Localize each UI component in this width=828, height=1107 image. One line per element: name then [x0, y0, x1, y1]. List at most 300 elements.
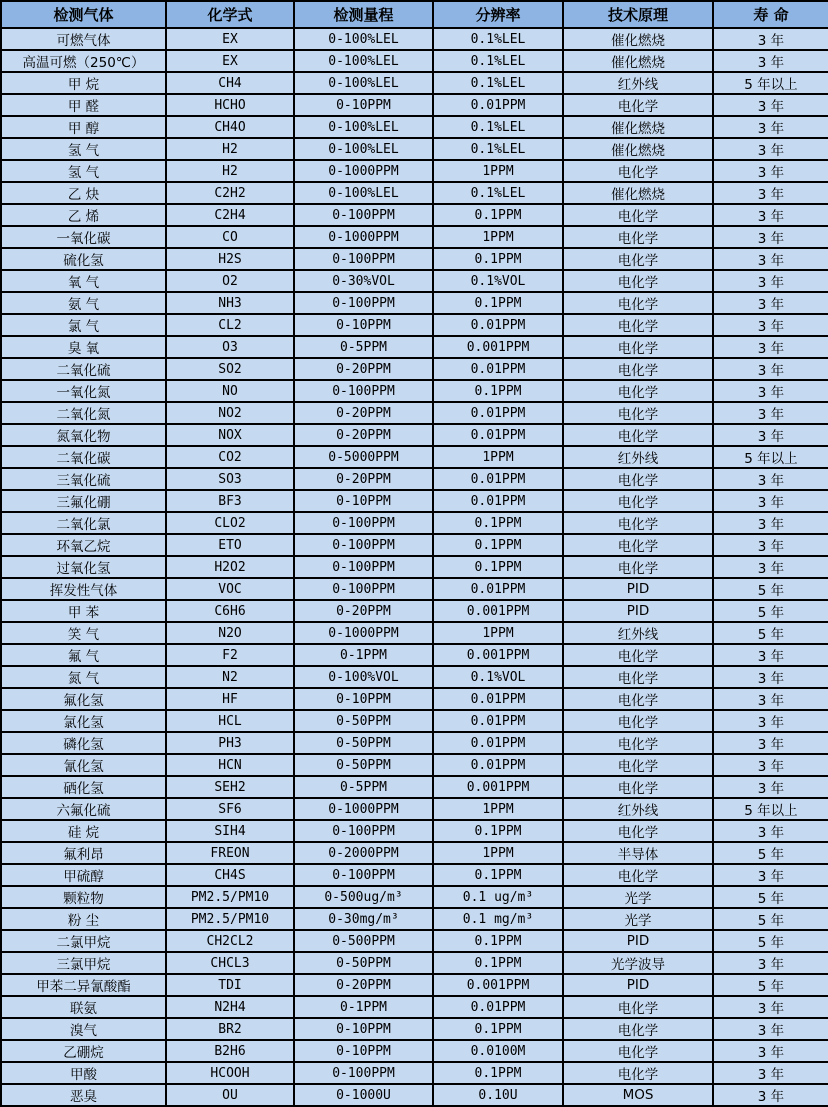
cell-formula: BF3: [166, 490, 294, 512]
table-row: [1, 578, 828, 600]
cell-range: 0-100PPM: [294, 248, 433, 270]
table-row: [1, 776, 828, 798]
cell-resolution: 0.1PPM: [433, 512, 563, 534]
cell-resolution: 0.01PPM: [433, 688, 563, 710]
cell-principle: 催化燃烧: [563, 138, 713, 160]
cell-principle: 电化学: [563, 556, 713, 578]
cell-principle: 电化学: [563, 864, 713, 886]
table-row: [1, 974, 828, 996]
cell-principle: 电化学: [563, 248, 713, 270]
cell-resolution: 0.001PPM: [433, 600, 563, 622]
cell-life: 3 年: [713, 468, 828, 490]
cell-formula: EX: [166, 28, 294, 50]
cell-formula: B2H6: [166, 1040, 294, 1062]
cell-formula: C2H4: [166, 204, 294, 226]
table-row: [1, 204, 828, 226]
cell-formula: H2: [166, 160, 294, 182]
cell-resolution: 0.01PPM: [433, 358, 563, 380]
cell-range: 0-10PPM: [294, 1018, 433, 1040]
cell-range: 0-100PPM: [294, 534, 433, 556]
cell-principle: 电化学: [563, 314, 713, 336]
cell-gas: 可燃气体: [1, 28, 166, 50]
cell-formula: N2H4: [166, 996, 294, 1018]
cell-principle: 电化学: [563, 94, 713, 116]
cell-principle: 光学: [563, 908, 713, 930]
cell-principle: 红外线: [563, 798, 713, 820]
cell-formula: CO: [166, 226, 294, 248]
cell-resolution: 0.01PPM: [433, 94, 563, 116]
cell-principle: PID: [563, 974, 713, 996]
cell-resolution: 0.1PPM: [433, 248, 563, 270]
cell-range: 0-1000PPM: [294, 622, 433, 644]
cell-formula: BR2: [166, 1018, 294, 1040]
cell-resolution: 1PPM: [433, 226, 563, 248]
table-row: [1, 710, 828, 732]
cell-principle: 电化学: [563, 644, 713, 666]
cell-resolution: 0.1 mg/m³: [433, 908, 563, 930]
table-row: [1, 336, 828, 358]
cell-life: 3 年: [713, 28, 828, 50]
cell-gas: 甲 苯: [1, 600, 166, 622]
cell-life: 3 年: [713, 710, 828, 732]
cell-range: 0-100%LEL: [294, 138, 433, 160]
cell-gas: 臭 氧: [1, 336, 166, 358]
cell-range: 0-20PPM: [294, 468, 433, 490]
cell-life: 5 年: [713, 974, 828, 996]
cell-resolution: 0.1PPM: [433, 1062, 563, 1084]
cell-formula: N2O: [166, 622, 294, 644]
cell-principle: 电化学: [563, 358, 713, 380]
cell-resolution: 0.001PPM: [433, 776, 563, 798]
cell-resolution: 0.01PPM: [433, 996, 563, 1018]
cell-resolution: 0.1%LEL: [433, 50, 563, 72]
cell-formula: PH3: [166, 732, 294, 754]
cell-gas: 氯化氢: [1, 710, 166, 732]
table-row: [1, 1084, 828, 1106]
table-row: [1, 28, 828, 50]
cell-gas: 粉 尘: [1, 908, 166, 930]
table-row: [1, 512, 828, 534]
cell-life: 5 年以上: [713, 798, 828, 820]
cell-range: 0-10PPM: [294, 490, 433, 512]
cell-formula: SO3: [166, 468, 294, 490]
cell-principle: 电化学: [563, 490, 713, 512]
cell-principle: 电化学: [563, 776, 713, 798]
cell-principle: 半导体: [563, 842, 713, 864]
cell-life: 3 年: [713, 732, 828, 754]
cell-life: 3 年: [713, 160, 828, 182]
cell-gas: 氮 气: [1, 666, 166, 688]
cell-life: 3 年: [713, 1018, 828, 1040]
cell-range: 0-100%LEL: [294, 50, 433, 72]
table-row: [1, 798, 828, 820]
cell-gas: 三氟化硼: [1, 490, 166, 512]
cell-life: 3 年: [713, 270, 828, 292]
cell-principle: PID: [563, 600, 713, 622]
cell-gas: 甲 醛: [1, 94, 166, 116]
table-row: [1, 1062, 828, 1084]
cell-range: 0-100%LEL: [294, 116, 433, 138]
cell-range: 0-500PPM: [294, 930, 433, 952]
column-header-formula: 化学式: [166, 1, 294, 28]
cell-gas: 二氯甲烷: [1, 930, 166, 952]
column-header-gas: 检测气体: [1, 1, 166, 28]
table-row: [1, 226, 828, 248]
cell-life: 3 年: [713, 644, 828, 666]
cell-resolution: 0.1PPM: [433, 534, 563, 556]
cell-gas: 氟化氢: [1, 688, 166, 710]
cell-resolution: 0.01PPM: [433, 578, 563, 600]
cell-formula: PM2.5/PM10: [166, 886, 294, 908]
cell-range: 0-1000U: [294, 1084, 433, 1106]
cell-formula: CH4: [166, 72, 294, 94]
cell-principle: 电化学: [563, 160, 713, 182]
cell-life: 5 年: [713, 842, 828, 864]
cell-life: 5 年: [713, 908, 828, 930]
cell-formula: HCL: [166, 710, 294, 732]
cell-life: 3 年: [713, 534, 828, 556]
cell-life: 3 年: [713, 666, 828, 688]
cell-formula: CO2: [166, 446, 294, 468]
cell-principle: 红外线: [563, 622, 713, 644]
cell-range: 0-20PPM: [294, 358, 433, 380]
cell-resolution: 0.01PPM: [433, 468, 563, 490]
cell-range: 0-10PPM: [294, 688, 433, 710]
cell-principle: 电化学: [563, 380, 713, 402]
cell-life: 3 年: [713, 996, 828, 1018]
cell-principle: 光学: [563, 886, 713, 908]
cell-resolution: 0.1%LEL: [433, 138, 563, 160]
table-row: [1, 72, 828, 94]
cell-principle: MOS: [563, 1084, 713, 1106]
column-header-principle: 技术原理: [563, 1, 713, 28]
cell-range: 0-20PPM: [294, 600, 433, 622]
cell-gas: 三氯甲烷: [1, 952, 166, 974]
cell-range: 0-50PPM: [294, 732, 433, 754]
cell-formula: O3: [166, 336, 294, 358]
cell-principle: 电化学: [563, 732, 713, 754]
cell-range: 0-1000PPM: [294, 798, 433, 820]
cell-life: 3 年: [713, 138, 828, 160]
cell-life: 3 年: [713, 358, 828, 380]
cell-life: 3 年: [713, 1040, 828, 1062]
table-row: [1, 468, 828, 490]
cell-gas: 氯 气: [1, 314, 166, 336]
table-row: [1, 666, 828, 688]
cell-life: 3 年: [713, 820, 828, 842]
table-row: [1, 248, 828, 270]
cell-range: 0-50PPM: [294, 952, 433, 974]
cell-resolution: 0.1PPM: [433, 820, 563, 842]
cell-gas: 氰化氢: [1, 754, 166, 776]
cell-gas: 过氧化氢: [1, 556, 166, 578]
cell-gas: 硅 烷: [1, 820, 166, 842]
cell-gas: 颗粒物: [1, 886, 166, 908]
cell-formula: OU: [166, 1084, 294, 1106]
cell-gas: 氨 气: [1, 292, 166, 314]
cell-resolution: 0.01PPM: [433, 710, 563, 732]
cell-principle: 电化学: [563, 468, 713, 490]
cell-gas: 氟 气: [1, 644, 166, 666]
cell-formula: H2O2: [166, 556, 294, 578]
table-row: [1, 292, 828, 314]
cell-resolution: 0.1%LEL: [433, 28, 563, 50]
cell-range: 0-100PPM: [294, 1062, 433, 1084]
cell-resolution: 0.1%VOL: [433, 666, 563, 688]
table-row: [1, 864, 828, 886]
table-row: [1, 182, 828, 204]
cell-range: 0-1PPM: [294, 996, 433, 1018]
cell-range: 0-100PPM: [294, 820, 433, 842]
cell-gas: 乙 烯: [1, 204, 166, 226]
cell-resolution: 0.001PPM: [433, 974, 563, 996]
cell-formula: CH4S: [166, 864, 294, 886]
cell-range: 0-100PPM: [294, 556, 433, 578]
table-row: [1, 952, 828, 974]
cell-resolution: 0.1%LEL: [433, 182, 563, 204]
cell-formula: H2: [166, 138, 294, 160]
cell-formula: TDI: [166, 974, 294, 996]
table-row: [1, 402, 828, 424]
cell-gas: 氧 气: [1, 270, 166, 292]
cell-formula: HCHO: [166, 94, 294, 116]
cell-formula: F2: [166, 644, 294, 666]
cell-gas: 乙硼烷: [1, 1040, 166, 1062]
cell-life: 5 年: [713, 622, 828, 644]
table-row: [1, 886, 828, 908]
cell-formula: NO2: [166, 402, 294, 424]
cell-gas: 氮氧化物: [1, 424, 166, 446]
cell-principle: 电化学: [563, 1040, 713, 1062]
cell-life: 3 年: [713, 776, 828, 798]
cell-principle: PID: [563, 930, 713, 952]
cell-range: 0-500ug/m³: [294, 886, 433, 908]
cell-life: 3 年: [713, 556, 828, 578]
cell-formula: HF: [166, 688, 294, 710]
cell-gas: 二氧化氯: [1, 512, 166, 534]
table-row: [1, 688, 828, 710]
cell-life: 3 年: [713, 204, 828, 226]
cell-principle: 催化燃烧: [563, 28, 713, 50]
cell-range: 0-5000PPM: [294, 446, 433, 468]
cell-life: 3 年: [713, 380, 828, 402]
cell-life: 3 年: [713, 424, 828, 446]
table-row: [1, 160, 828, 182]
cell-range: 0-20PPM: [294, 402, 433, 424]
cell-range: 0-1000PPM: [294, 226, 433, 248]
cell-life: 3 年: [713, 50, 828, 72]
cell-formula: NH3: [166, 292, 294, 314]
cell-formula: SO2: [166, 358, 294, 380]
cell-life: 5 年: [713, 578, 828, 600]
cell-resolution: 0.01PPM: [433, 732, 563, 754]
table-row: [1, 314, 828, 336]
table-row: [1, 94, 828, 116]
cell-resolution: 0.01PPM: [433, 314, 563, 336]
cell-principle: 电化学: [563, 424, 713, 446]
cell-principle: PID: [563, 578, 713, 600]
cell-gas: 笑 气: [1, 622, 166, 644]
cell-life: 3 年: [713, 116, 828, 138]
cell-principle: 电化学: [563, 204, 713, 226]
cell-resolution: 0.1PPM: [433, 930, 563, 952]
cell-gas: 高温可燃（250℃）: [1, 50, 166, 72]
cell-range: 0-100%VOL: [294, 666, 433, 688]
cell-life: 3 年: [713, 336, 828, 358]
cell-range: 0-10PPM: [294, 314, 433, 336]
cell-resolution: 0.01PPM: [433, 402, 563, 424]
cell-life: 5 年: [713, 600, 828, 622]
cell-life: 3 年: [713, 864, 828, 886]
cell-gas: 二氧化氮: [1, 402, 166, 424]
cell-gas: 甲硫醇: [1, 864, 166, 886]
cell-formula: ETO: [166, 534, 294, 556]
cell-principle: 催化燃烧: [563, 182, 713, 204]
cell-gas: 恶臭: [1, 1084, 166, 1106]
table-row: [1, 424, 828, 446]
cell-formula: CH4O: [166, 116, 294, 138]
cell-resolution: 0.1%LEL: [433, 72, 563, 94]
table-row: [1, 842, 828, 864]
cell-resolution: 0.1PPM: [433, 1018, 563, 1040]
cell-resolution: 0.1PPM: [433, 204, 563, 226]
cell-life: 3 年: [713, 1084, 828, 1106]
cell-life: 3 年: [713, 688, 828, 710]
cell-range: 0-30mg/m³: [294, 908, 433, 930]
cell-gas: 一氧化碳: [1, 226, 166, 248]
cell-range: 0-1000PPM: [294, 160, 433, 182]
cell-principle: 电化学: [563, 688, 713, 710]
cell-gas: 硫化氢: [1, 248, 166, 270]
cell-formula: NO: [166, 380, 294, 402]
cell-principle: 电化学: [563, 820, 713, 842]
cell-range: 0-50PPM: [294, 754, 433, 776]
cell-gas: 磷化氢: [1, 732, 166, 754]
table-row: [1, 1040, 828, 1062]
cell-gas: 六氟化硫: [1, 798, 166, 820]
cell-gas: 三氧化硫: [1, 468, 166, 490]
table-row: [1, 446, 828, 468]
cell-resolution: 0.1 ug/m³: [433, 886, 563, 908]
table-row: [1, 600, 828, 622]
cell-resolution: 0.001PPM: [433, 644, 563, 666]
cell-principle: 电化学: [563, 534, 713, 556]
cell-gas: 一氧化氮: [1, 380, 166, 402]
cell-resolution: 0.1PPM: [433, 952, 563, 974]
cell-principle: 电化学: [563, 270, 713, 292]
cell-range: 0-100%LEL: [294, 28, 433, 50]
cell-resolution: 0.01PPM: [433, 424, 563, 446]
cell-formula: C2H2: [166, 182, 294, 204]
header-row: [1, 1, 828, 28]
cell-life: 3 年: [713, 512, 828, 534]
cell-principle: 电化学: [563, 1062, 713, 1084]
cell-resolution: 1PPM: [433, 842, 563, 864]
cell-principle: 电化学: [563, 1018, 713, 1040]
table-row: [1, 820, 828, 842]
table-row: [1, 358, 828, 380]
cell-gas: 甲酸: [1, 1062, 166, 1084]
cell-principle: 光学波导: [563, 952, 713, 974]
cell-formula: O2: [166, 270, 294, 292]
table-row: [1, 380, 828, 402]
column-header-life: 寿 命: [713, 1, 828, 28]
cell-resolution: 0.1PPM: [433, 292, 563, 314]
cell-life: 3 年: [713, 292, 828, 314]
column-header-resolution: 分辨率: [433, 1, 563, 28]
cell-range: 0-100PPM: [294, 578, 433, 600]
cell-formula: N2: [166, 666, 294, 688]
cell-life: 3 年: [713, 952, 828, 974]
cell-gas: 二氧化碳: [1, 446, 166, 468]
cell-principle: 催化燃烧: [563, 50, 713, 72]
cell-range: 0-100PPM: [294, 512, 433, 534]
cell-gas: 硒化氢: [1, 776, 166, 798]
cell-principle: 电化学: [563, 226, 713, 248]
cell-principle: 红外线: [563, 446, 713, 468]
cell-life: 3 年: [713, 94, 828, 116]
cell-formula: CL2: [166, 314, 294, 336]
cell-formula: SF6: [166, 798, 294, 820]
cell-life: 5 年: [713, 930, 828, 952]
cell-gas: 乙 炔: [1, 182, 166, 204]
cell-resolution: 0.01PPM: [433, 490, 563, 512]
cell-life: 3 年: [713, 1062, 828, 1084]
cell-formula: VOC: [166, 578, 294, 600]
cell-resolution: 0.0100M: [433, 1040, 563, 1062]
cell-resolution: 0.1%VOL: [433, 270, 563, 292]
cell-gas: 氢 气: [1, 138, 166, 160]
cell-resolution: 1PPM: [433, 798, 563, 820]
cell-principle: 电化学: [563, 710, 713, 732]
table-row: [1, 622, 828, 644]
cell-formula: CH2CL2: [166, 930, 294, 952]
cell-gas: 二氧化硫: [1, 358, 166, 380]
table-row: [1, 116, 828, 138]
cell-formula: H2S: [166, 248, 294, 270]
cell-resolution: 0.001PPM: [433, 336, 563, 358]
cell-life: 3 年: [713, 314, 828, 336]
cell-range: 0-5PPM: [294, 336, 433, 358]
cell-life: 3 年: [713, 182, 828, 204]
cell-resolution: 1PPM: [433, 160, 563, 182]
cell-gas: 甲 醇: [1, 116, 166, 138]
table-row: [1, 138, 828, 160]
cell-gas: 联氨: [1, 996, 166, 1018]
column-header-range: 检测量程: [294, 1, 433, 28]
cell-range: 0-100PPM: [294, 864, 433, 886]
cell-formula: SIH4: [166, 820, 294, 842]
cell-formula: SEH2: [166, 776, 294, 798]
table-header: [1, 1, 828, 28]
cell-life: 5 年以上: [713, 446, 828, 468]
cell-range: 0-10PPM: [294, 94, 433, 116]
cell-formula: C6H6: [166, 600, 294, 622]
cell-range: 0-20PPM: [294, 974, 433, 996]
cell-gas: 甲苯二异氰酸酯: [1, 974, 166, 996]
cell-life: 3 年: [713, 226, 828, 248]
cell-principle: 电化学: [563, 292, 713, 314]
cell-range: 0-100PPM: [294, 380, 433, 402]
table-row: [1, 732, 828, 754]
cell-range: 0-1PPM: [294, 644, 433, 666]
cell-formula: NOX: [166, 424, 294, 446]
cell-resolution: 0.01PPM: [433, 754, 563, 776]
table-row: [1, 556, 828, 578]
cell-principle: 催化燃烧: [563, 116, 713, 138]
table-row: [1, 270, 828, 292]
cell-range: 0-50PPM: [294, 710, 433, 732]
